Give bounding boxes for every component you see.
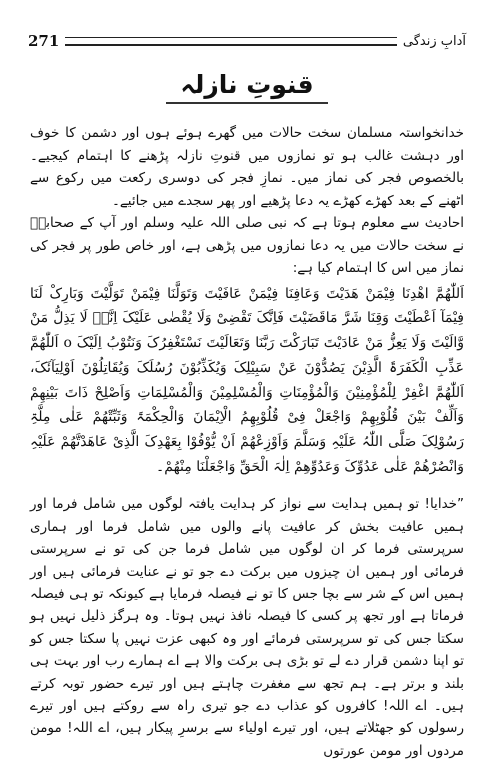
dua-translation: ”خدایا! تو ہمیں ہدایت سے نواز کر ہدایت یافتہ لوگوں میں شامل فرما اور ہمیں عافیت بخش کر عافیت پانے والوں میں شامل فرما اور ہماری سرپرستی فرما کر ان لوگوں میں شامل فرما جن کی تو نے سرپرستی فرمائی اور ہمیں ان چیزوں میں برکت دے جو تو نے عنایت فرمائی ہیں اور ہمیں اس کے شر سے بچا جس کا تو نے فیصلہ فرمایا ہے کیونکہ تو ہی فیصلہ فرماتا ہے اور تجھ پر کسی کا فیصلہ نافذ نہیں ہوتا۔ وہ ہرگز ذلیل نہیں ہو سکتا جس کی تو سرپرستی فرمائے اور وہ کبھی عزت نہیں پا سکتا جس کو تو اپنا دشمن قرار دے لے تو بڑی ہی برکت والا ہے اے ہمارے رب اور بہت ہی بلند و برتر ہے۔ ہم تجھ سے مغفرت چاہتے ہیں اور تیرے حضور توبہ کرتے ہیں۔ اے اللہ! کافروں کو عذاب دے جو تیری راہ سے روکتے ہیں اور تیرے رسولوں کو جھٹلاتے ہیں، اور تیرے اولیاء سے برسرِ پیکار ہیں، اے اللہ! مومن مردوں اور مومن عورتوں — [30, 496, 464, 759]
chapter-heading — [0, 70, 494, 104]
running-book-title: آدابِ زندگی — [402, 33, 466, 49]
intro-paragraph: خدانخواستہ مسلمان سخت حالات میں گھرے ہوئے ہوں اور دشمن کا خوف اور دہشت غالب ہو تو نمازوں میں قنوتِ نازلہ پڑھنے کا اہتمام کیجیے۔ بالخصوص فجر کی نماز میں۔ نمازِ فجر کی دوسری رکعت میں رکوع سے اٹھنے کے بعد کھڑے کھڑے یہ دعا پڑھیے اور پھر سجدے میں جائیے۔ — [30, 125, 464, 209]
page-header — [28, 30, 466, 52]
header-rule — [65, 37, 397, 46]
hadith-paragraph: احادیث سے معلوم ہوتا ہے کہ نبی صلی اللہ علیہ وسلم اور آپ کے صحابہؓ نے سخت حالات میں یہ دعا نمازوں میں پڑھی ہے، اور خاص طور پر فجر کی نماز میں اس کا اہتمام کیا ہے: — [30, 215, 464, 276]
dua-arabic-text: اَللّٰھُمَّ اھْدِنَا فِیْمَنْ ھَدَیْتَ وَعَافِنَا فِیْمَنْ عَافَیْتَ وَتَوَلَّنَا فِیْمَنْ تَوَلَّیْتَ وَبَارِکْ لَنَا فِیْمَآ اَعْطَیْتَ وَقِنَا شَرَّ مَاقَضَیْتَ فَاِنَّکَ تَقْضِیْ وَلَا یُقْضٰی عَلَیْکَ اِنَّہٗ لَا یَذِلُّ مَنْ وَّالَیْتَ وَلَا یَعِزُّ مَنْ عَادَیْتَ تَبَارَکْتَ رَبَّنَا وَتَعَالَیْتَ نَسْتَغْفِرُکَ وَنَتُوْبُ اِلَیْکَ o اَللّٰھُمَّ عَذِّبِ الْکَفَرَۃَ الَّذِیْنَ یَصُدُّوْنَ عَنْ سَبِیْلِکَ وَیُکَذِّبُوْنَ رُسُلَکَ وَیُقَاتِلُوْنَ اَوْلِیَآئَکَ، اَللّٰھُمَّ اغْفِرْ لِلْمُؤْمِنِیْنَ وَالْمُؤْمِنَاتِ وَالْمُسْلِمِیْنَ وَالْمُسْلِمَاتِ وَاَصْلِحْ ذَاتَ بَیْنِھِمْ وَاَلِّفْ بَیْنَ قُلُوْبِھِمْ وَاجْعَلْ فِیْ قُلُوْبِھِمُ الْاِیْمَانَ وَالْحِکْمَۃَ وَثَبِّتْھُمْ عَلٰی مِلَّۃِ رَسُوْلِکَ صَلَّی اللّٰہُ عَلَیْہِ وَسَلَّمَ وَاَوْزِعْھُمْ اَنْ یُّوْفُوْا بِعَھْدِکَ الَّذِیْ عَاھَدْتَّھُمْ عَلَیْہِ وَانْصُرْھُمْ عَلٰی عَدُوِّکَ وَعَدُوِّھِمْ اِلٰہَ الْحَقِّ وَاجْعَلْنَا مِنْھُمْ۔ — [30, 285, 465, 476]
page-body — [30, 122, 464, 776]
page-number: 271 — [28, 32, 60, 50]
chapter-title: قنوتِ نازلہ — [166, 70, 327, 104]
